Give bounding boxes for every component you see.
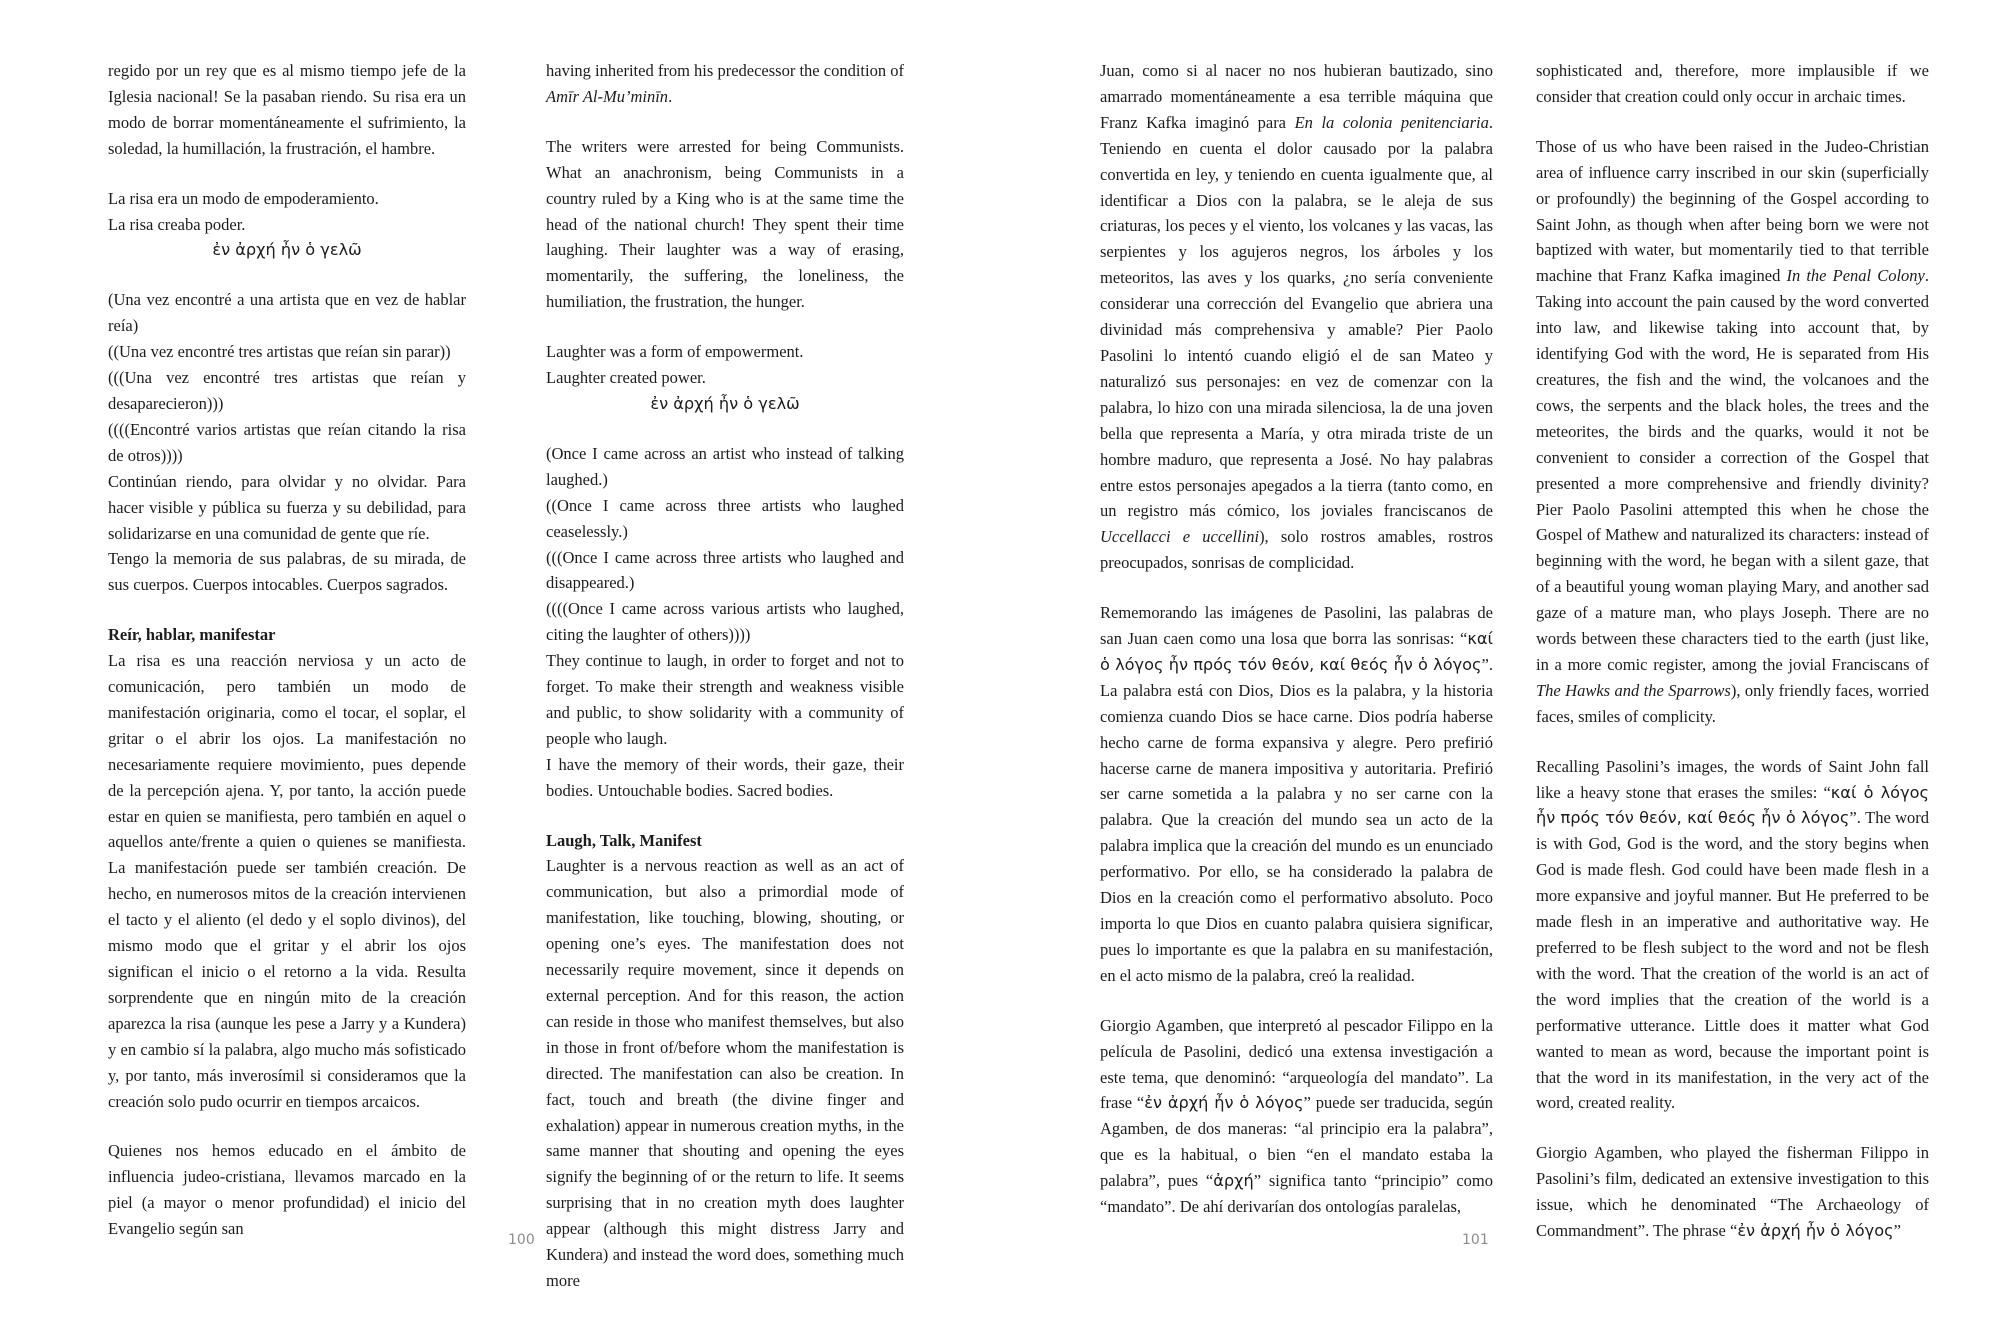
greek-phrase: ἐν ἀρχή ἦν ὁ γελῶ: [650, 393, 800, 413]
greek-phrase: ἀρχή: [1213, 1171, 1254, 1191]
left-page-english-column: [546, 58, 904, 1294]
greek-phrase: ἐν ἀρχή ἦν ὁ γελῶ: [212, 240, 362, 260]
paragraph: (Once I came across an artist who instead of talking laughed.): [546, 443, 904, 489]
italic-title: In the Penal Colony: [1786, 266, 1925, 286]
right-page-english-column: [1536, 58, 1929, 1244]
paragraph: ((((Once I came across various artists who laughed, citing the laughter of others)))): [546, 599, 904, 645]
paragraph: Rememorando las imágenes de Pasolini, las palabras de san Juan caen como una losa que borra las sonrisas: “καί ὁ λόγος ἦν πρός τόν θεόν, καί θεός ἦν ὁ λόγος”. La palabra está con Dios, Dios es la palabra, y la historia comienza cuando Dios se hace carne. Dios podría haberse hecho carne de forma expansiva y alegre. Pero prefirió hacerse carne de manera impositiva y autoritaria. Prefirió ser carne sometida a la palabra y no ser carne con la palabra. Que la creación del mundo sea un acto de la palabra implica que la creación del mundo es un enunciado performativo. Por ello, se ha considerado la palabra de Dios en la creación como el performativo absoluto. Poco importa lo que Dios en cuanto palabra quisiera significar, pues lo importante es que la palabra en su manifestación, en el acto mismo de la palabra, creó la realidad.: [1100, 603, 1493, 985]
paragraph: ((Una vez encontré tres artistas que reían sin parar)): [108, 342, 451, 362]
paragraph: La risa es una reacción nerviosa y un acto de comunicación, pero también un modo de manifestación originaria, como el tocar, el soplar, el gritar o el abrir los ojos. La manifestación no necesariamente requiere movimiento, pues depende de la percepción ajena. Y, por tanto, la acción puede estar en quien se manifiesta, pero también en aquel o aquellos ante/frente a quien o quienes se manifiesta. La manifestación puede ser también creación. De hecho, en numerosos mitos de la creación intervienen el tacto y el aliento (el dedo y el soplo divinos), del mismo modo que el gritar y el abrir los ojos significan el inicio o el retorno a la vida. Resulta sorprendente que en ningún mito de la creación aparezca la risa (aunque les pese a Jarry y a Kundera) y en cambio sí la palabra, algo mucho más sofisticado y, por tanto, más inverosímil si consideramos que la creación solo pudo ocurrir en tiempos arcaicos.: [108, 651, 466, 1111]
paragraph: Laughter is a nervous reaction as well as an act of communication, but also a primordial mode of manifestation, like touching, blowing, shouting, or opening one’s eyes. The manifestation does not necessarily require movement, since it depends on external perception. And for this reason, the action can reside in those who manifest themselves, but also in those in front of/before whom the manifestation is directed. The manifestation can also be creation. In fact, touch and breath (the divine finger and exhalation) appear in numerous creation myths, in the same manner that shouting and opening the eyes signify the beginning of or the return to life. It seems surprising that in no creation myth does laughter appear (although this might distress Jarry and Kundera) and instead the word does, something much more: [546, 856, 904, 1290]
paragraph: Quienes nos hemos educado en el ámbito de influencia judeo-cristiana, llevamos marcado en la piel (a mayor o menor profundidad) el inicio del Evangelio según san: [108, 1141, 466, 1239]
paragraph: I have the memory of their words, their gaze, their bodies. Untouchable bodies. Sacred bodies.: [546, 754, 904, 800]
left-page-spanish-column: [108, 58, 466, 1242]
right-page-spanish-column: [1100, 58, 1493, 1220]
greek-phrase: ἐν ἀρχή ἦν ὁ λόγος: [1737, 1221, 1894, 1241]
paragraph: having inherited from his predecessor the condition of Amīr Al-Mu’minīn.: [546, 61, 904, 106]
page-number-left: 100: [508, 1232, 535, 1248]
section-heading: Reír, hablar, manifestar: [108, 625, 276, 645]
paragraph: ((((Encontré varios artistas que reían citando la risa de otros)))): [108, 419, 466, 465]
page-number-right: 101: [1462, 1232, 1489, 1248]
paragraph: Tengo la memoria de sus palabras, de su mirada, de sus cuerpos. Cuerpos intocables. Cuerpos sagrados.: [108, 549, 466, 595]
paragraph: Continúan riendo, para olvidar y no olvidar. Para hacer visible y pública su fuerza y su debilidad, para solidarizarse en una comunidad de gente que ríe.: [108, 471, 466, 543]
paragraph: (((Una vez encontré tres artistas que reían y desaparecieron))): [108, 368, 466, 413]
paragraph: The writers were arrested for being Communists. What an anachronism, being Communists in a country ruled by a King who is at the same time the head of the national church! They spent their time laughing. Their laughter was a way of erasing, momentarily, the suffering, the loneliness, the humiliation, the frustration, the hunger.: [546, 136, 904, 312]
section-heading: Laugh, Talk, Manifest: [546, 830, 702, 850]
paragraph: sophisticated and, therefore, more implausible if we consider that creation could only occur in archaic times.: [1536, 61, 1929, 106]
paragraph: They continue to laugh, in order to forget and not to forget. To make their strength and weakness visible and public, to show solidarity with a community of people who laugh.: [546, 651, 904, 748]
paragraph: (Una vez encontré a una artista que en vez de hablar reía): [108, 290, 466, 336]
greek-phrase: καί ὁ λόγος ἦν πρός τόν θεόν, καί θεός ἦν ὁ λόγος: [1100, 629, 1493, 674]
paragraph: (((Once I came across three artists who laughed and disappeared.): [546, 547, 904, 593]
paragraph: Giorgio Agamben, que interpretó al pescador Filippo en la película de Pasolini, dedicó una extensa investigación a este tema, que denominó: “arqueología del mandato”. La frase “ἐν ἀρχή ἦν ὁ λόγος” puede ser traducida, según Agamben, de dos maneras: “al principio era la palabra”, que es la habitual, o bien “en el mandato estaba la palabra”, pues “ἀρχή” significa tanto “principio” como “mandato”. De ahí derivarían dos ontologías paralelas,: [1100, 1015, 1493, 1217]
italic-title: The Hawks and the Sparrows: [1536, 680, 1731, 700]
paragraph: Recalling Pasolini’s images, the words of Saint John fall like a heavy stone that erases the smiles: “καί ὁ λόγος ἦν πρός τόν θεόν, καί θεός ἦν ὁ λόγος”. The word is with God, God is the word, and the story begins when God is made flesh. God could have been made flesh in a more expansive and joyful manner. But He preferred to be made flesh in an imperative and authoritative way. He preferred to be flesh subject to the word and not be flesh with the word. That the creation of the world is an act of the word implies that the creation of the world is a performative utterance. Little does it matter what God wanted to mean as word, because the important point is that the word in its manifestation, in the very act of the word, created reality.: [1536, 756, 1929, 1113]
paragraph: Giorgio Agamben, who played the fisherman Filippo in Pasolini’s film, dedicated an extensive investigation to this issue, which he denominated “The Archaeology of Commandment”. The phrase “ἐν ἀρχή ἦν ὁ λόγος”: [1536, 1143, 1929, 1241]
greek-line: [546, 391, 904, 417]
paragraph: Laughter created power.: [546, 368, 706, 388]
paragraph: Laughter was a form of empowerment.: [546, 342, 804, 362]
italic-title: En la colonia penitenciaria: [1294, 112, 1489, 132]
paragraph: ((Once I came across three artists who laughed ceaselessly.): [546, 495, 904, 541]
paragraph: Those of us who have been raised in the Judeo-Christian area of influence carry inscribed in our skin (superficially or profoundly) the beginning of the Gospel according to Saint John, as though when after being born we were not baptized with water, but momentarily tied to that terrible machine that Franz Kafka imagined In the Penal Colony. Taking into account the pain caused by the word converted into law, and likewise taking into account that, by identifying God with the word, He is separated from His creatures, the fish and the wind, the volcanoes and the cows, the serpents and the black holes, the trees and the meteorites, the birds and the quarks, would it not be convenient to consider a correction of the Gospel that presented a more comprehensive and friendly divinity? Pier Paolo Pasolini attempted this when he chose the Gospel of Mathew and naturalized its characters: instead of beginning with the word, he began with a silent gaze, that of a beautiful young woman playing Mary, and another sad gaze of a mature man, who plays Joseph. There are no words between these characters tied to the earth (just like, in a more comic register, among the jovial Franciscans of The Hawks and the Sparrows), only friendly faces, worried faces, smiles of complicity.: [1536, 136, 1930, 726]
paragraph: La risa creaba poder.: [108, 214, 246, 234]
greek-phrase: ἐν ἀρχή ἦν ὁ λόγος: [1144, 1093, 1304, 1113]
italic-title: Uccellacci e uccellini: [1100, 527, 1260, 547]
italic-title: Amīr Al-Mu’minīn: [546, 86, 669, 106]
paragraph: Juan, como si al nacer no nos hubieran bautizado, sino amarrado momentáneamente a esa terrible máquina que Franz Kafka imaginó para En la colonia penitenciaria. Teniendo en cuenta el dolor causado por la palabra convertida en ley, y teniendo en cuenta igualmente que, al identificar a Dios con la palabra, se le aleja de sus criaturas, los peces y el viento, los volcanes y las vacas, las serpientes y los agujeros negros, los árboles y los meteoritos, las aves y los quarks, ¿no sería conveniente considerar una corrección del Evangelio que abriera una divinidad más comprehensiva y amable? Pier Paolo Pasolini lo intentó cuando eligió el de san Mateo y naturalizó sus personajes: en vez de comenzar con la palabra, lo hizo con una mirada silenciosa, la de una joven bella que representa a María, y otra mirada triste de un hombre maduro, que representa a José. No hay palabras entre estos personajes apegados a la tierra (tanto como, en un registro más cómico, los joviales franciscanos de Uccellacci e uccellini), solo rostros amables, rostros preocupados, sonrisas de complicidad.: [1100, 61, 1494, 573]
greek-phrase: καί ὁ λόγος ἦν πρός τόν θεόν, καί θεός ἦν ὁ λόγος: [1536, 782, 1929, 828]
greek-line: [108, 237, 466, 263]
paragraph: La risa era un modo de empoderamiento.: [108, 188, 379, 208]
paragraph: regido por un rey que es al mismo tiempo jefe de la Iglesia nacional! Se la pasaban riendo. Su risa era un modo de borrar momentáneamente el sufrimiento, la soledad, la humillación, la frustración, el hambre.: [108, 61, 466, 158]
